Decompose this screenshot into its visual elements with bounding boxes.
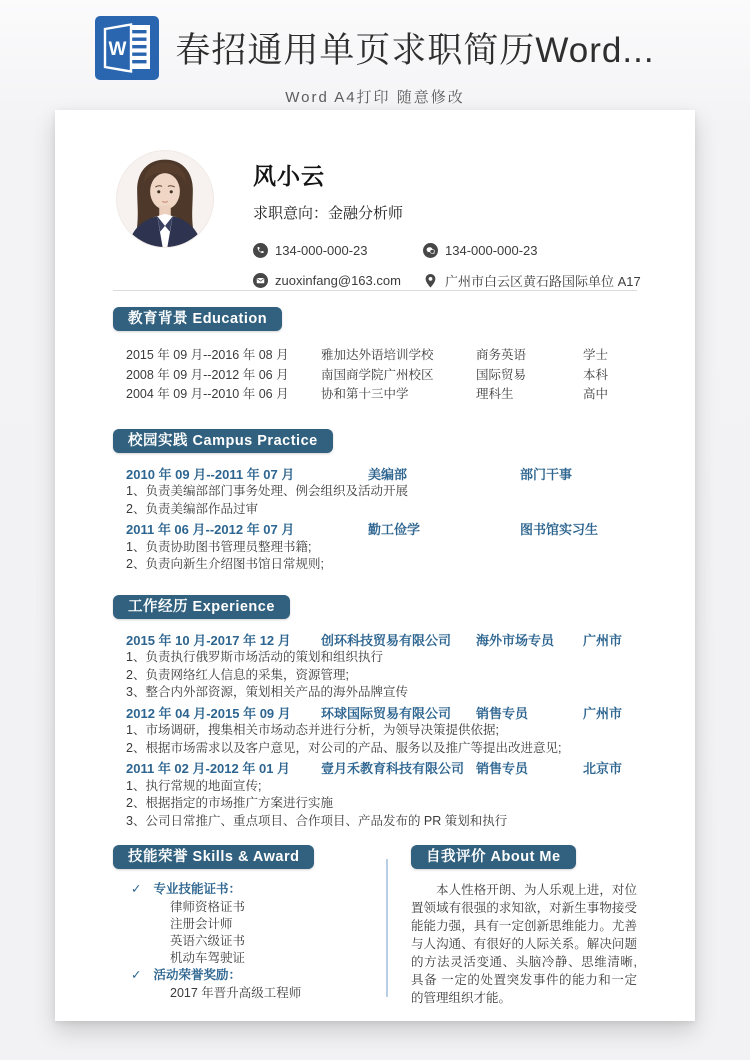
edu-school: 雅加达外语培训学校 [321, 348, 434, 362]
edu-major: 商务英语 [476, 348, 527, 362]
section-experience [113, 595, 637, 831]
contact-phone [253, 243, 423, 258]
entry-bullet: 2、根据指定的市场推广方案进行实施 [126, 796, 333, 810]
entry-bullet: 1、市场调研，搜集相关市场动态并进行分析，为领导决策提供依据; [126, 723, 499, 737]
entry-bullet: 2、负责向新生介绍图书馆日常规则; [126, 557, 324, 571]
skill-item: 英语六级证书 [170, 933, 246, 948]
edu-degree: 学士 [583, 348, 609, 362]
skill-item: 注册会计师 [170, 916, 233, 931]
location-icon [423, 273, 438, 288]
table-row [113, 346, 637, 366]
entry-company: 环球国际贸易有限公司 [321, 705, 452, 721]
job-objective: 求职意向：金融分析师 [253, 205, 404, 222]
contact-address [423, 271, 641, 290]
address-text: 广州市白云区黄石路国际单位 A17 [445, 274, 641, 289]
experience-entry [113, 705, 637, 758]
entry-role: 图书馆实习生 [520, 522, 599, 537]
edu-major: 国际贸易 [476, 367, 527, 382]
skill-item: 2017 年晋升高级工程师 [170, 985, 302, 1000]
entry-org: 美编部 [368, 466, 408, 482]
page-title: 春招通用单页求职简历Word... [175, 31, 655, 70]
entry-company: 创环科技贸易有限公司 [321, 632, 452, 648]
email-icon [253, 273, 268, 288]
entry-period: 2015 年 10 月-2017 年 12 月 [126, 632, 291, 648]
skill-group-label: 活动荣誉奖励： [153, 968, 241, 983]
entry-bullet: 3、整合内外部资源，策划相关产品的海外品牌宣传 [126, 685, 408, 699]
edu-degree: 本科 [583, 367, 609, 382]
check-icon: ✓ [131, 968, 142, 983]
profile-header [113, 110, 641, 291]
entry-role: 销售专员 [476, 705, 529, 721]
entry-period: 2010 年 09 月--2011 年 07 月 [126, 466, 295, 482]
self-evaluation-text: 本人性格开朗、为人乐观上进，对位置领域有很强的求知欲，对新生事物接受能能力强，具有一定创新思维能力。尤善与人沟通、有很好的人际关系。解决问题的方法灵活变通、头脑冷静、思维清晰,具备 一定的处置突发事件的能力和一定的管理组织才能。 [411, 883, 637, 1005]
about-heading-badge: 自我评价 About Me [411, 845, 576, 869]
contact-email [253, 271, 423, 290]
entry-city: 北京市 [583, 761, 623, 776]
edu-school: 南国商学院广州校区 [321, 367, 434, 382]
entry-bullet: 2、负责美编部作品过审 [126, 501, 258, 516]
edu-period: 2004 年 09 月--2010 年 06 月 [126, 387, 289, 401]
experience-heading-badge: 工作经历 Experience [113, 595, 290, 619]
candidate-name: 风小云 [253, 163, 325, 189]
campus-heading-badge: 校园实践 Campus Practice [113, 429, 333, 453]
check-icon: ✓ [131, 882, 142, 896]
education-table [113, 346, 637, 405]
entry-city: 广州市 [583, 632, 623, 648]
skill-group-label: 专业技能证书： [153, 882, 241, 896]
page-subtitle: Word A4打印 随意修改 [285, 89, 465, 106]
entry-org: 勤工俭学 [368, 522, 421, 537]
experience-entry [113, 632, 637, 702]
resume-page [55, 110, 695, 1021]
table-row [113, 385, 637, 405]
entry-bullet: 3、公司日常推广、重点项目、合作项目、产品发布的 PR 策划和执行 [126, 813, 508, 828]
svg-text:W: W [108, 39, 127, 60]
entry-period: 2011 年 06 月--2012 年 07 月 [126, 522, 295, 537]
entry-period: 2011 年 02 月-2012 年 01 月 [126, 761, 291, 776]
campus-entry [113, 521, 637, 574]
entry-bullet: 1、负责协助图书管理员整理书籍; [126, 539, 312, 554]
entry-bullet: 1、负责执行俄罗斯市场活动的策划和组织执行 [126, 650, 383, 664]
entry-role: 部门干事 [520, 466, 573, 482]
vertical-divider [386, 859, 388, 997]
education-heading-badge: 教育背景 Education [113, 307, 282, 331]
entry-role: 海外市场专员 [476, 632, 555, 648]
portrait-illustration [117, 151, 213, 247]
section-campus-practice [113, 429, 637, 574]
entry-bullet: 2、根据市场需求以及客户意见，对公司的产品、服务以及推广等提出改进意见; [126, 740, 562, 755]
section-education [113, 307, 637, 405]
contact-wechat [423, 243, 641, 258]
skill-item: 律师资格证书 [170, 899, 246, 914]
experience-entry [113, 760, 637, 830]
wechat-number: 134-000-000-23 [445, 243, 538, 258]
phone-number: 134-000-000-23 [275, 243, 368, 258]
phone-icon [253, 243, 268, 258]
skill-group-title [113, 881, 386, 899]
entry-period: 2012 年 04 月-2015 年 09 月 [126, 705, 291, 721]
edu-degree: 高中 [583, 387, 609, 401]
contact-info [253, 243, 641, 290]
skill-group-title [113, 967, 386, 985]
edu-period: 2008 年 09 月--2012 年 06 月 [126, 367, 289, 382]
wechat-icon [423, 243, 438, 258]
entry-role: 销售专员 [476, 761, 529, 776]
table-row [113, 366, 637, 386]
word-file-icon [95, 16, 159, 80]
campus-entry [113, 466, 637, 519]
entry-bullet: 1、负责美编部部门事务处理、例会组织及活动开展 [126, 484, 408, 498]
bottom-columns [113, 845, 637, 1007]
entry-city: 广州市 [583, 705, 623, 721]
section-skills [113, 845, 386, 1007]
entry-bullet: 1、执行常规的地面宣传; [126, 778, 262, 793]
edu-major: 理科生 [476, 387, 514, 401]
edu-period: 2015 年 09 月--2016 年 08 月 [126, 348, 289, 362]
section-about-me [411, 845, 637, 1007]
entry-bullet: 2、负责网络红人信息的采集，资源管理; [126, 667, 349, 682]
skill-item: 机动车驾驶证 [170, 951, 246, 966]
edu-school: 协和第十三中学 [321, 387, 409, 401]
skills-heading-badge: 技能荣誉 Skills & Award [113, 845, 314, 869]
banner [0, 0, 750, 107]
entry-company: 壹月禾教育科技有限公司 [321, 761, 465, 776]
email-address: zuoxinfang@163.com [275, 273, 401, 288]
profile-photo [116, 150, 214, 248]
